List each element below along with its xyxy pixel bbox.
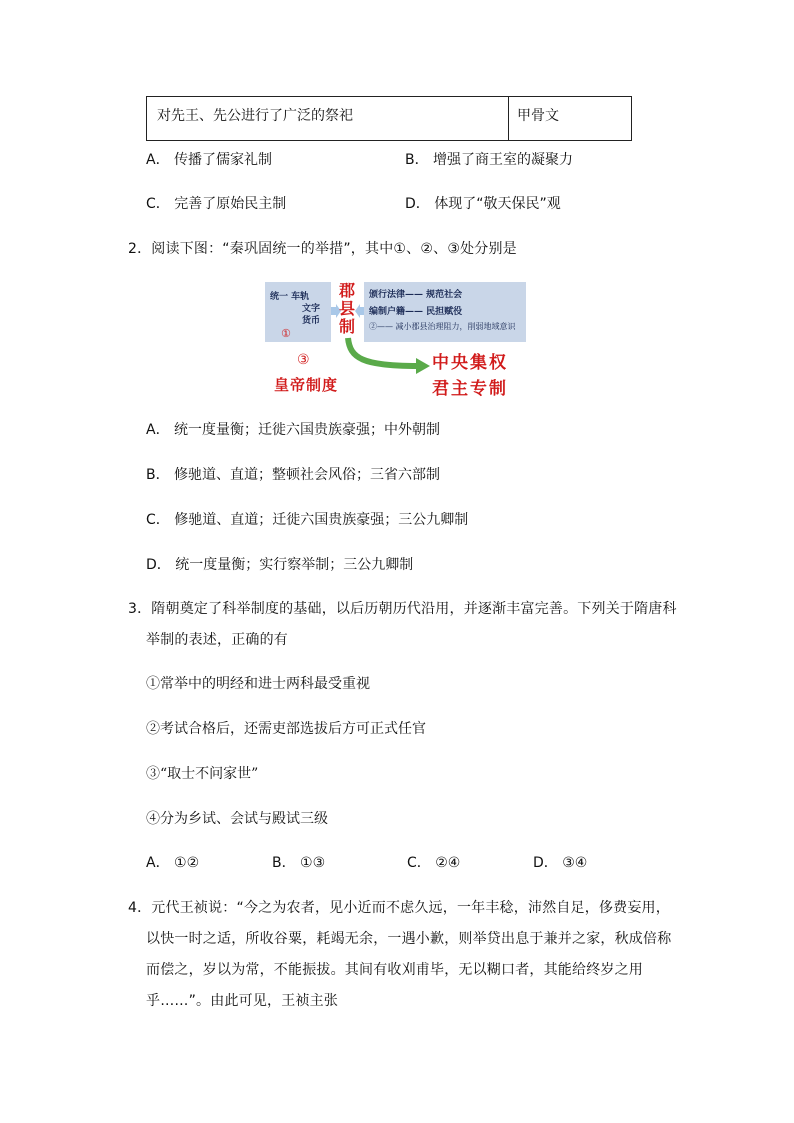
q3-stem-line-2: 举制的表述，正确的有	[146, 632, 288, 648]
q3-item-3: ③“取士不问家世”	[146, 766, 259, 782]
diagram-unify-line-1: 统一 车轨	[270, 292, 310, 302]
q2-option-c[interactable]: C． 修驰道、直道；迁徙六国贵族豪强；三公九卿制	[146, 512, 469, 528]
diagram-title-char-3: 制	[339, 317, 356, 336]
diagram-measure-line-1: 颁行法律—— 规范社会	[369, 290, 463, 300]
diagram-unify-line-3: 货币	[302, 316, 321, 326]
diagram-emperor-system: 皇帝制度	[274, 376, 339, 394]
q4-stem-line-3: 而偿之，岁以为常，不能振拔。其间有收刈甫毕，无以糊口者，其能给终岁之用	[146, 962, 643, 978]
diagram-measure-line-3: ②—— 减小郡县治理阻力，削弱地域意识	[369, 322, 516, 331]
q3-option-a[interactable]: A． ①②	[146, 855, 200, 871]
q2-option-a[interactable]: A． 统一度量衡；迁徙六国贵族豪强；中外朝制	[146, 422, 441, 438]
diagram-marker-3: ③	[297, 352, 310, 368]
q1-option-b[interactable]: B． 增强了商王室的凝聚力	[405, 152, 574, 168]
table-cell-source: 甲骨文	[517, 108, 559, 124]
diagram-measure-line-2: 编制户籍—— 民担赋役	[369, 307, 463, 317]
q3-stem-line-1: 3．隋朝奠定了科举制度的基础，以后历朝历代沿用，并逐渐丰富完善。下列关于隋唐科	[128, 601, 677, 617]
q3-item-2: ②考试合格后，还需吏部选拔后方可正式任官	[146, 721, 426, 737]
q3-item-4: ④分为乡试、会试与殿试三级	[146, 811, 328, 827]
q4-stem-line-4: 乎……”。由此可见，王祯主张	[146, 993, 339, 1009]
q3-option-d[interactable]: D． ③④	[533, 855, 588, 871]
q1-option-a[interactable]: A． 传播了儒家礼制	[146, 152, 273, 168]
diagram-result-autocracy: 君主专制	[432, 379, 508, 399]
diagram-title-char-2: 县	[339, 299, 356, 318]
q2-stem: 2．阅读下图：“秦巩固统一的举措”，其中①、②、③处分别是	[128, 241, 517, 257]
table-divider	[508, 97, 509, 140]
diagram-commandery-title	[339, 282, 355, 336]
q1-option-c[interactable]: C． 完善了原始民主制	[146, 196, 287, 212]
diagram-unify-box	[265, 282, 331, 342]
diagram-measures-box	[364, 282, 526, 342]
q3-option-c[interactable]: C． ②④	[407, 855, 461, 871]
diagram-result-centralization: 中央集权	[432, 353, 508, 373]
q4-stem-line-2: 以快一时之适，所收谷粟，耗竭无余，一遇小歉，则举贷出息于兼并之家，秋成倍称	[146, 931, 672, 947]
info-table	[146, 96, 632, 141]
diagram-unify-line-2: 文字	[302, 304, 321, 314]
q4-stem-line-1: 4．元代王祯说：“今之为农者，见小近而不虑久远，一年丰稔，沛然自足，侈费妄用，	[128, 900, 670, 916]
diagram-marker-1: ①	[281, 327, 291, 340]
diagram-title-char-1: 郡	[339, 281, 356, 300]
q3-option-b[interactable]: B． ①③	[272, 855, 326, 871]
q2-option-d[interactable]: D． 统一度量衡；实行察举制；三公九卿制	[146, 557, 414, 573]
q3-item-1: ①常举中的明经和进士两科最受重视	[146, 676, 370, 692]
diagram-curved-arrow-icon	[340, 336, 432, 376]
q1-option-d[interactable]: D． 体现了“敬天保民”观	[405, 196, 561, 212]
table-cell-content: 对先王、先公进行了广泛的祭祀	[157, 108, 353, 124]
q2-option-b[interactable]: B． 修驰道、直道；整顿社会风俗；三省六部制	[146, 467, 441, 483]
